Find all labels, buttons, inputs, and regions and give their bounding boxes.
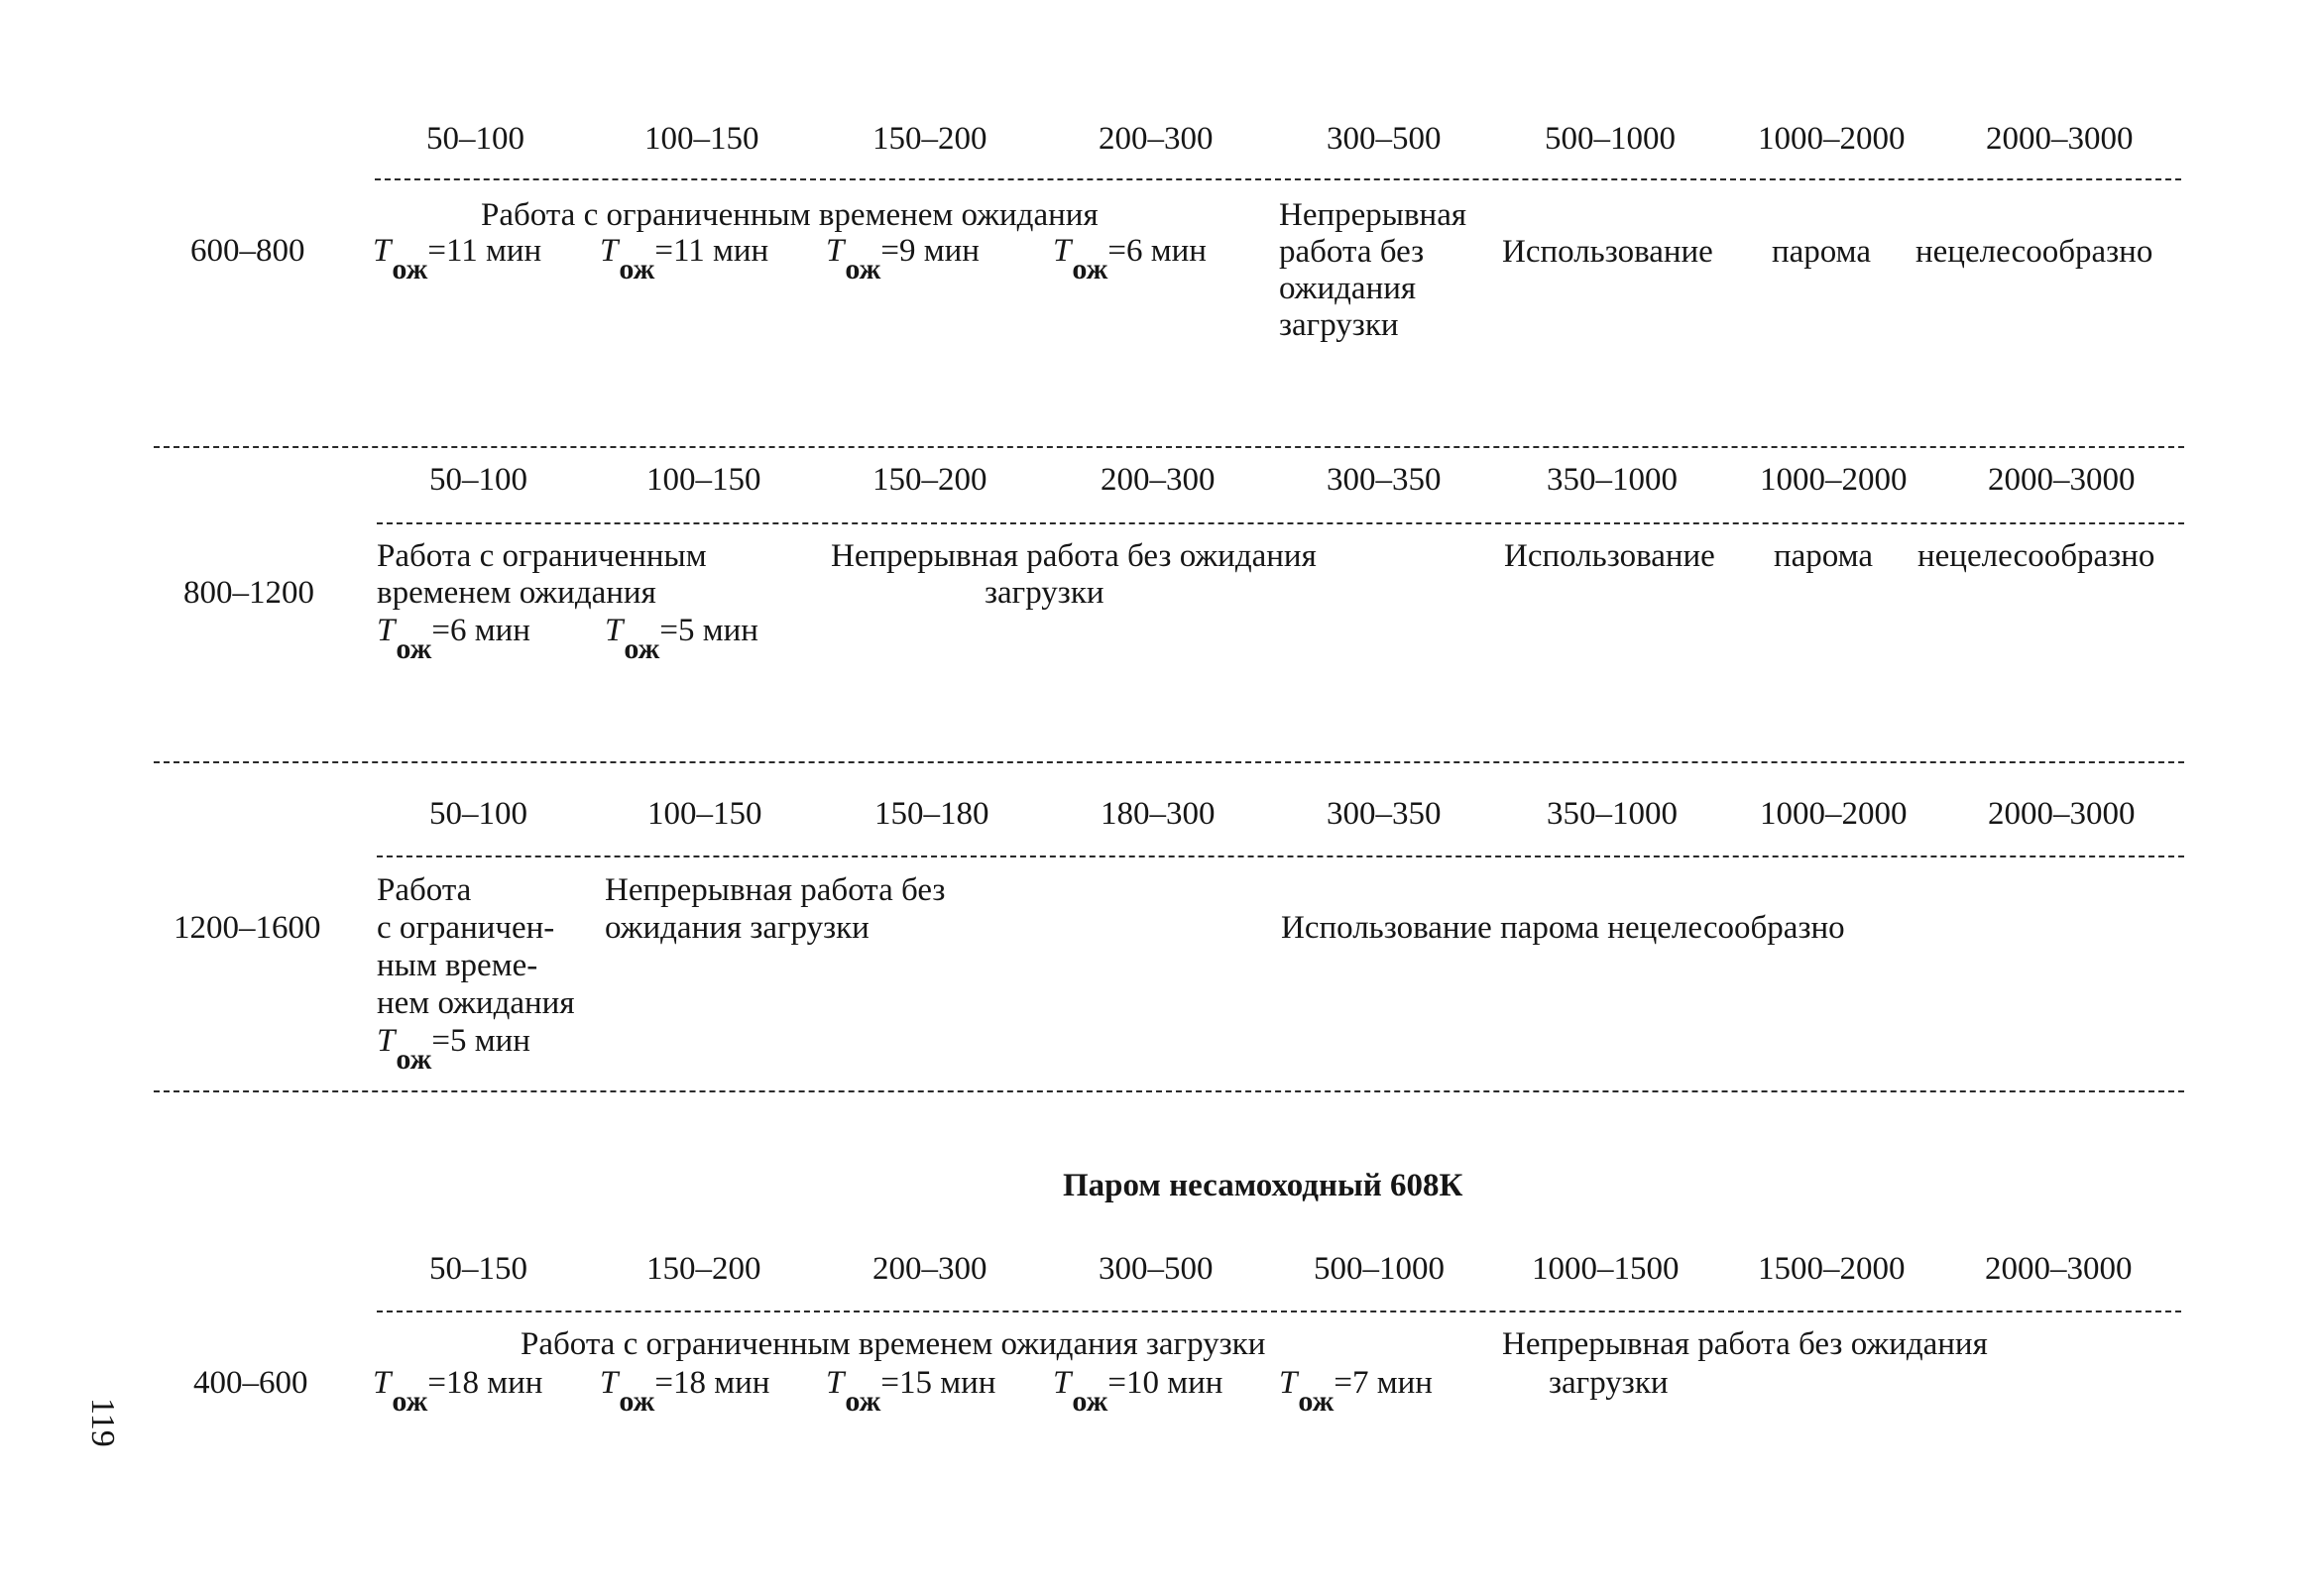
row-label: 400–600 bbox=[193, 1365, 308, 1401]
continuous-work-line: Непрерывная работа без ожидания bbox=[1502, 1326, 1988, 1362]
wait-time-value: Tож=9 мин bbox=[826, 233, 980, 285]
row-label: 800–1200 bbox=[183, 575, 314, 611]
wait-time-value: Tож=5 мин bbox=[605, 613, 758, 665]
header-cell: 350–1000 bbox=[1547, 796, 1678, 832]
continuous-work-line: загрузки bbox=[1279, 307, 1399, 343]
header-cell: 1500–2000 bbox=[1758, 1251, 1906, 1287]
row-label: 1200–1600 bbox=[174, 910, 321, 946]
wait-time-value: Tож=7 мин bbox=[1279, 1365, 1433, 1418]
wait-time-value: Tож=6 мин bbox=[377, 613, 530, 665]
continuous-work-line: Непрерывная работа без ожидания bbox=[831, 538, 1317, 574]
inexpedient-text: Использование парома нецелесообразно bbox=[1281, 910, 1845, 946]
header-cell: 200–300 bbox=[1099, 121, 1214, 157]
header-cell: 300–350 bbox=[1327, 462, 1442, 498]
limited-wait-line: ным време- bbox=[377, 948, 538, 983]
header-divider bbox=[377, 522, 2184, 524]
continuous-work-line: работа без bbox=[1279, 234, 1425, 270]
limited-wait-line: временем ожидания bbox=[377, 575, 656, 611]
header-cell: 100–150 bbox=[647, 796, 762, 832]
section-divider bbox=[154, 1090, 2184, 1092]
wait-time-value: Tож=18 мин bbox=[600, 1365, 770, 1418]
continuous-work-line: Непрерывная bbox=[1279, 197, 1467, 233]
inexpedient-word: нецелесообразно bbox=[1917, 538, 2155, 574]
wait-time-value: Tож=11 мин bbox=[600, 233, 769, 285]
section-divider bbox=[154, 761, 2184, 763]
header-cell: 300–500 bbox=[1099, 1251, 1214, 1287]
header-cell: 150–200 bbox=[872, 121, 987, 157]
header-cell: 200–300 bbox=[1101, 462, 1216, 498]
inexpedient-word: нецелесообразно bbox=[1915, 234, 2153, 270]
limited-wait-line: Работа bbox=[377, 872, 472, 908]
header-cell: 2000–3000 bbox=[1988, 462, 2136, 498]
section-divider bbox=[154, 446, 2184, 448]
header-cell: 500–1000 bbox=[1545, 121, 1676, 157]
limited-wait-label: Работа с ограниченным временем ожидания bbox=[481, 197, 1099, 233]
header-divider bbox=[375, 178, 2181, 180]
continuous-work-line: Непрерывная работа без bbox=[605, 872, 946, 908]
section-title: Паром несамоходный 608К bbox=[1063, 1168, 1463, 1203]
inexpedient-word: Использование bbox=[1502, 234, 1713, 270]
header-cell: 150–200 bbox=[646, 1251, 761, 1287]
header-cell: 350–1000 bbox=[1547, 462, 1678, 498]
continuous-work-line: ожидания bbox=[1279, 271, 1417, 306]
header-cell: 1000–2000 bbox=[1760, 796, 1908, 832]
header-cell: 300–500 bbox=[1327, 121, 1442, 157]
header-cell: 1000–2000 bbox=[1760, 462, 1908, 498]
wait-time-value: Tож=18 мин bbox=[373, 1365, 543, 1418]
limited-wait-line: нем ожидания bbox=[377, 985, 575, 1021]
row-label: 600–800 bbox=[190, 233, 305, 269]
header-divider bbox=[377, 855, 2184, 857]
header-cell: 50–100 bbox=[429, 462, 527, 498]
inexpedient-word: Использование bbox=[1504, 538, 1715, 574]
inexpedient-word: парома bbox=[1772, 234, 1871, 270]
header-cell: 100–150 bbox=[644, 121, 759, 157]
continuous-work-line: загрузки bbox=[1549, 1365, 1669, 1401]
wait-time-value: Tож=10 мин bbox=[1053, 1365, 1223, 1418]
limited-wait-label: Работа с ограниченным временем ожидания загрузки bbox=[521, 1326, 1266, 1362]
header-cell: 150–180 bbox=[874, 796, 989, 832]
continuous-work-line: ожидания загрузки bbox=[605, 910, 870, 946]
header-cell: 50–150 bbox=[429, 1251, 527, 1287]
wait-time-value: Tож=6 мин bbox=[1053, 233, 1207, 285]
limited-wait-line: с ограничен- bbox=[377, 910, 555, 946]
inexpedient-word: парома bbox=[1774, 538, 1873, 574]
header-divider bbox=[377, 1311, 2181, 1312]
header-cell: 300–350 bbox=[1327, 796, 1442, 832]
header-cell: 1000–1500 bbox=[1532, 1251, 1680, 1287]
header-cell: 2000–3000 bbox=[1988, 796, 2136, 832]
header-cell: 2000–3000 bbox=[1985, 1251, 2133, 1287]
header-cell: 2000–3000 bbox=[1986, 121, 2134, 157]
wait-time-value: Tож=15 мин bbox=[826, 1365, 996, 1418]
limited-wait-line: Работа с ограниченным bbox=[377, 538, 707, 574]
continuous-work-line: загрузки bbox=[985, 575, 1104, 611]
header-cell: 1000–2000 bbox=[1758, 121, 1906, 157]
header-cell: 50–100 bbox=[426, 121, 524, 157]
header-cell: 150–200 bbox=[872, 462, 987, 498]
header-cell: 50–100 bbox=[429, 796, 527, 832]
wait-time-value: Tож=11 мин bbox=[373, 233, 542, 285]
header-cell: 180–300 bbox=[1101, 796, 1216, 832]
wait-time-value: Tож=5 мин bbox=[377, 1023, 530, 1076]
header-cell: 100–150 bbox=[646, 462, 761, 498]
header-cell: 200–300 bbox=[872, 1251, 987, 1287]
page-number: 119 bbox=[84, 1398, 121, 1447]
header-cell: 500–1000 bbox=[1314, 1251, 1445, 1287]
